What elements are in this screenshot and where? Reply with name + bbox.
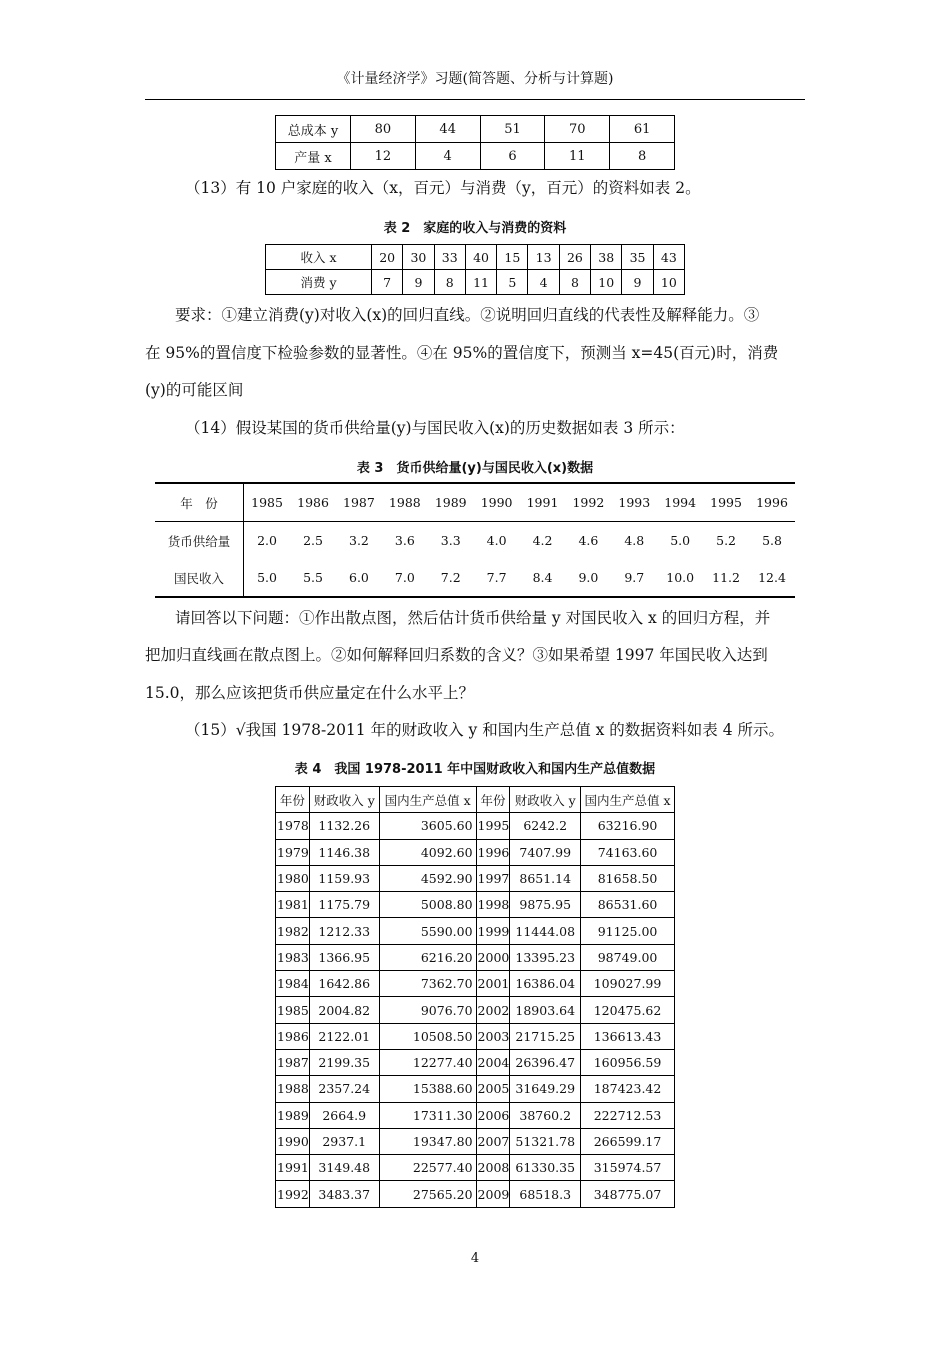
table-cell: 10.0 xyxy=(657,559,703,597)
table-cell: 2002 xyxy=(476,997,510,1023)
table-cell: 1989 xyxy=(276,1102,310,1128)
table-cell: 1984 xyxy=(276,971,310,997)
table-cell: 9.7 xyxy=(611,559,657,597)
table-cell: 2122.01 xyxy=(309,1023,379,1049)
table-cell: 5008.80 xyxy=(379,892,476,918)
table-cell: 7407.99 xyxy=(510,839,581,865)
table-cell: 1175.79 xyxy=(309,892,379,918)
table-cell: 9076.70 xyxy=(379,997,476,1023)
page-header: 《计量经济学》习题(简答题、分析与计算题) xyxy=(336,71,614,87)
table4-caption: 表 4 我国 1978-2011 年中国财政收入和国内生产总值数据 xyxy=(294,762,656,777)
table-cell: 11 xyxy=(465,270,496,295)
table-cell: 1982 xyxy=(276,918,310,944)
row-label: 消费 y xyxy=(266,270,372,295)
table-header-row xyxy=(276,787,675,813)
table-row xyxy=(276,1181,675,1207)
table-cell: 63216.90 xyxy=(581,813,675,839)
table-cell: 70 xyxy=(545,116,610,143)
table-cell: 1979 xyxy=(276,839,310,865)
table-cell: 1990 xyxy=(276,1128,310,1154)
table-cell: 5 xyxy=(497,270,528,295)
table-cell: 3149.48 xyxy=(309,1155,379,1181)
table-cell: 1993 xyxy=(611,483,657,522)
row-label: 国民收入 xyxy=(155,559,244,597)
table-cell: 1981 xyxy=(276,892,310,918)
table-row xyxy=(276,1102,675,1128)
table-row xyxy=(276,1076,675,1102)
table-cell: 2008 xyxy=(476,1155,510,1181)
table-cell: 1983 xyxy=(276,944,310,970)
column-header: 年份 xyxy=(476,787,510,813)
table-row xyxy=(276,944,675,970)
table-row xyxy=(155,483,795,522)
table-cell: 1990 xyxy=(474,483,520,522)
table-cell: 4.0 xyxy=(486,533,507,548)
table-row xyxy=(276,971,675,997)
revenue-gdp-table xyxy=(275,786,675,1208)
table-cell: 12277.40 xyxy=(379,1049,476,1075)
table-cell: 1999 xyxy=(476,918,510,944)
row-label: 货币供给量 xyxy=(155,522,244,560)
table-cell: 4.8 xyxy=(624,533,645,548)
table-row xyxy=(276,143,675,170)
table-cell: 38 xyxy=(591,245,622,270)
money-income-table xyxy=(155,482,795,598)
table-cell: 1978 xyxy=(276,813,310,839)
table-cell: 4092.60 xyxy=(379,839,476,865)
table-cell: 22577.40 xyxy=(379,1155,476,1181)
table-cell: 13 xyxy=(528,245,559,270)
table-cell: 7 xyxy=(372,270,403,295)
table-cell: 2937.1 xyxy=(309,1128,379,1154)
column-header: 国内生产总值 x xyxy=(379,787,476,813)
table-cell: 2005 xyxy=(476,1076,510,1102)
table-cell: 1212.33 xyxy=(309,918,379,944)
table-cell: 2007 xyxy=(476,1128,510,1154)
table-cell: 1987 xyxy=(336,483,382,522)
table-cell: 15 xyxy=(497,245,528,270)
table-cell: 1132.26 xyxy=(309,813,379,839)
table-cell: 222712.53 xyxy=(581,1102,675,1128)
table-cell: 3.6 xyxy=(394,533,415,548)
table-row xyxy=(276,1049,675,1075)
q13-requirement-line: 要求：①建立消费(y)对收入(x)的回归直线。②说明回归直线的代表性及解释能力。③ xyxy=(175,306,760,324)
table-cell: 1985 xyxy=(244,483,291,522)
table-cell: 315974.57 xyxy=(581,1155,675,1181)
table-cell: 30 xyxy=(403,245,434,270)
question-15: （15）√我国 1978-2011 年的财政收入 y 和国内生产总值 x 的数据资料如表 4 所示。 xyxy=(185,721,785,739)
table-cell: 1159.93 xyxy=(309,865,379,891)
table-row xyxy=(276,116,675,143)
table-row xyxy=(276,1155,675,1181)
table-cell: 18903.64 xyxy=(510,997,581,1023)
table-row xyxy=(266,245,685,270)
table-cell: 7.2 xyxy=(428,559,474,597)
table-cell: 6216.20 xyxy=(379,944,476,970)
column-header: 国内生产总值 x xyxy=(581,787,675,813)
table-cell: 19347.80 xyxy=(379,1128,476,1154)
table-cell: 1985 xyxy=(276,997,310,1023)
header-rule xyxy=(145,99,805,100)
table-cell: 3605.60 xyxy=(379,813,476,839)
table-cell: 1986 xyxy=(290,483,336,522)
table-cell: 1980 xyxy=(276,865,310,891)
table-row xyxy=(276,839,675,865)
income-consumption-table xyxy=(265,244,685,295)
table-cell: 6242.2 xyxy=(510,813,581,839)
table-cell: 2000 xyxy=(476,944,510,970)
table-cell: 7362.70 xyxy=(379,971,476,997)
table-cell: 10508.50 xyxy=(379,1023,476,1049)
table-cell: 2.0 xyxy=(257,533,277,548)
page-number: 4 xyxy=(470,1251,480,1266)
cost-output-table xyxy=(275,115,675,170)
table-cell: 3.3 xyxy=(440,533,461,548)
table-cell: 1146.38 xyxy=(309,839,379,865)
question-13: （13）有 10 户家庭的收入（x，百元）与消费（y，百元）的资料如表 2。 xyxy=(185,179,701,197)
table-row xyxy=(276,997,675,1023)
column-header: 年份 xyxy=(276,787,310,813)
table-cell: 5.0 xyxy=(670,533,691,548)
table-row xyxy=(276,865,675,891)
table-cell: 2003 xyxy=(476,1023,510,1049)
table-cell: 31649.29 xyxy=(510,1076,581,1102)
table-cell: 38760.2 xyxy=(510,1102,581,1128)
table-cell: 7.7 xyxy=(474,559,520,597)
column-header: 财政收入 y xyxy=(510,787,581,813)
table-cell: 13395.23 xyxy=(510,944,581,970)
table-cell: 8 xyxy=(610,143,675,170)
table-cell: 11 xyxy=(545,143,610,170)
table-cell: 9875.95 xyxy=(510,892,581,918)
table-cell: 4 xyxy=(415,143,480,170)
table-cell: 12.4 xyxy=(749,559,795,597)
table-cell: 160956.59 xyxy=(581,1049,675,1075)
table-cell: 1991 xyxy=(276,1155,310,1181)
table-cell: 51 xyxy=(480,116,545,143)
table-cell: 10 xyxy=(653,270,684,295)
row-label: 产量 x xyxy=(276,143,351,170)
table-cell: 109027.99 xyxy=(581,971,675,997)
table-cell: 51321.78 xyxy=(510,1128,581,1154)
table-cell: 3483.37 xyxy=(309,1181,379,1207)
table-cell: 9.0 xyxy=(565,559,611,597)
table-cell: 9 xyxy=(622,270,653,295)
question-14: （14）假设某国的货币供给量(y)与国民收入(x)的历史数据如表 3 所示： xyxy=(185,419,685,437)
table-cell: 61330.35 xyxy=(510,1155,581,1181)
table-row xyxy=(155,559,795,597)
table-cell: 68518.3 xyxy=(510,1181,581,1207)
table-cell: 40 xyxy=(465,245,496,270)
table-cell: 12 xyxy=(351,143,416,170)
row-label: 年 份 xyxy=(155,483,244,522)
q13-requirement-line: (y)的可能区间 xyxy=(145,381,244,399)
table-cell: 2001 xyxy=(476,971,510,997)
table-cell: 11444.08 xyxy=(510,918,581,944)
table-cell: 2357.24 xyxy=(309,1076,379,1102)
table-cell: 1996 xyxy=(749,483,795,522)
table-row xyxy=(276,813,675,839)
table-cell: 1987 xyxy=(276,1049,310,1075)
table-cell: 4 xyxy=(528,270,559,295)
table-cell: 1366.95 xyxy=(309,944,379,970)
table-cell: 2009 xyxy=(476,1181,510,1207)
table-cell: 6.0 xyxy=(336,559,382,597)
table-cell: 1995 xyxy=(703,483,749,522)
table-cell: 8 xyxy=(559,270,590,295)
q13-requirement-line: 在 95%的置信度下检验参数的显著性。④在 95%的置信度下，预测当 x=45(百元)时，消费 xyxy=(145,344,779,362)
table-cell: 266599.17 xyxy=(581,1128,675,1154)
table-cell: 1991 xyxy=(520,483,566,522)
table-cell: 2.5 xyxy=(303,533,323,548)
table-cell: 91125.00 xyxy=(581,918,675,944)
table-cell: 2199.35 xyxy=(309,1049,379,1075)
table-cell: 2004.82 xyxy=(309,997,379,1023)
table-cell: 1998 xyxy=(476,892,510,918)
table-row xyxy=(276,918,675,944)
table-cell: 1995 xyxy=(476,813,510,839)
table-row xyxy=(276,892,675,918)
table-cell: 4.2 xyxy=(532,533,553,548)
table-row xyxy=(155,522,795,560)
table2-caption: 表 2 家庭的收入与消费的资料 xyxy=(383,221,567,236)
table-cell: 98749.00 xyxy=(581,944,675,970)
table-cell: 33 xyxy=(434,245,465,270)
table-cell: 5590.00 xyxy=(379,918,476,944)
table-cell: 7.0 xyxy=(382,559,428,597)
table-cell: 15388.60 xyxy=(379,1076,476,1102)
table-cell: 74163.60 xyxy=(581,839,675,865)
table3-caption: 表 3 货币供给量(y)与国民收入(x)数据 xyxy=(356,461,594,476)
table-cell: 1988 xyxy=(382,483,428,522)
table-row xyxy=(276,1128,675,1154)
table-cell: 5.8 xyxy=(762,533,782,548)
table-cell: 187423.42 xyxy=(581,1076,675,1102)
table-cell: 5.5 xyxy=(290,559,336,597)
table-cell: 1989 xyxy=(428,483,474,522)
table-cell: 17311.30 xyxy=(379,1102,476,1128)
table-cell: 35 xyxy=(622,245,653,270)
table-cell: 136613.43 xyxy=(581,1023,675,1049)
table-cell: 43 xyxy=(653,245,684,270)
table-cell: 27565.20 xyxy=(379,1181,476,1207)
table-cell: 6 xyxy=(480,143,545,170)
table-cell: 8651.14 xyxy=(510,865,581,891)
table-row xyxy=(276,1023,675,1049)
table-cell: 1996 xyxy=(476,839,510,865)
row-label: 收入 x xyxy=(266,245,372,270)
table-cell: 5.2 xyxy=(716,533,737,548)
table-cell: 1992 xyxy=(276,1181,310,1207)
table-cell: 1994 xyxy=(657,483,703,522)
table-cell: 2004 xyxy=(476,1049,510,1075)
table-cell: 81658.50 xyxy=(581,865,675,891)
table-cell: 8.4 xyxy=(520,559,566,597)
q14-requirement-line: 请回答以下问题：①作出散点图，然后估计货币供给量 y 对国民收入 x 的回归方程，并 xyxy=(175,609,771,627)
table-cell: 86531.60 xyxy=(581,892,675,918)
table-cell: 2664.9 xyxy=(309,1102,379,1128)
table-row xyxy=(266,270,685,295)
table-cell: 4592.90 xyxy=(379,865,476,891)
table-cell: 21715.25 xyxy=(510,1023,581,1049)
table-cell: 9 xyxy=(403,270,434,295)
table-cell: 8 xyxy=(434,270,465,295)
column-header: 财政收入 y xyxy=(309,787,379,813)
row-label: 总成本 y xyxy=(276,116,351,143)
table-cell: 2006 xyxy=(476,1102,510,1128)
table-cell: 348775.07 xyxy=(581,1181,675,1207)
table-cell: 120475.62 xyxy=(581,997,675,1023)
table-cell: 1986 xyxy=(276,1023,310,1049)
table-cell: 1997 xyxy=(476,865,510,891)
table-cell: 80 xyxy=(351,116,416,143)
q14-requirement-line: 把加归直线画在散点图上。②如何解释回归系数的含义？③如果希望 1997 年国民收入达到 xyxy=(145,646,768,664)
table-cell: 1988 xyxy=(276,1076,310,1102)
table-cell: 26396.47 xyxy=(510,1049,581,1075)
table-cell: 3.2 xyxy=(349,533,369,548)
table-cell: 1642.86 xyxy=(309,971,379,997)
q14-requirement-line: 15.0，那么应该把货币供应量定在什么水平上？ xyxy=(145,684,475,702)
table-cell: 20 xyxy=(372,245,403,270)
table-cell: 1992 xyxy=(565,483,611,522)
table-cell: 5.0 xyxy=(244,559,291,597)
table-cell: 4.6 xyxy=(578,533,599,548)
table-cell: 44 xyxy=(415,116,480,143)
table-cell: 10 xyxy=(591,270,622,295)
table-cell: 16386.04 xyxy=(510,971,581,997)
table-cell: 11.2 xyxy=(703,559,749,597)
table-cell: 26 xyxy=(559,245,590,270)
table-cell: 61 xyxy=(610,116,675,143)
